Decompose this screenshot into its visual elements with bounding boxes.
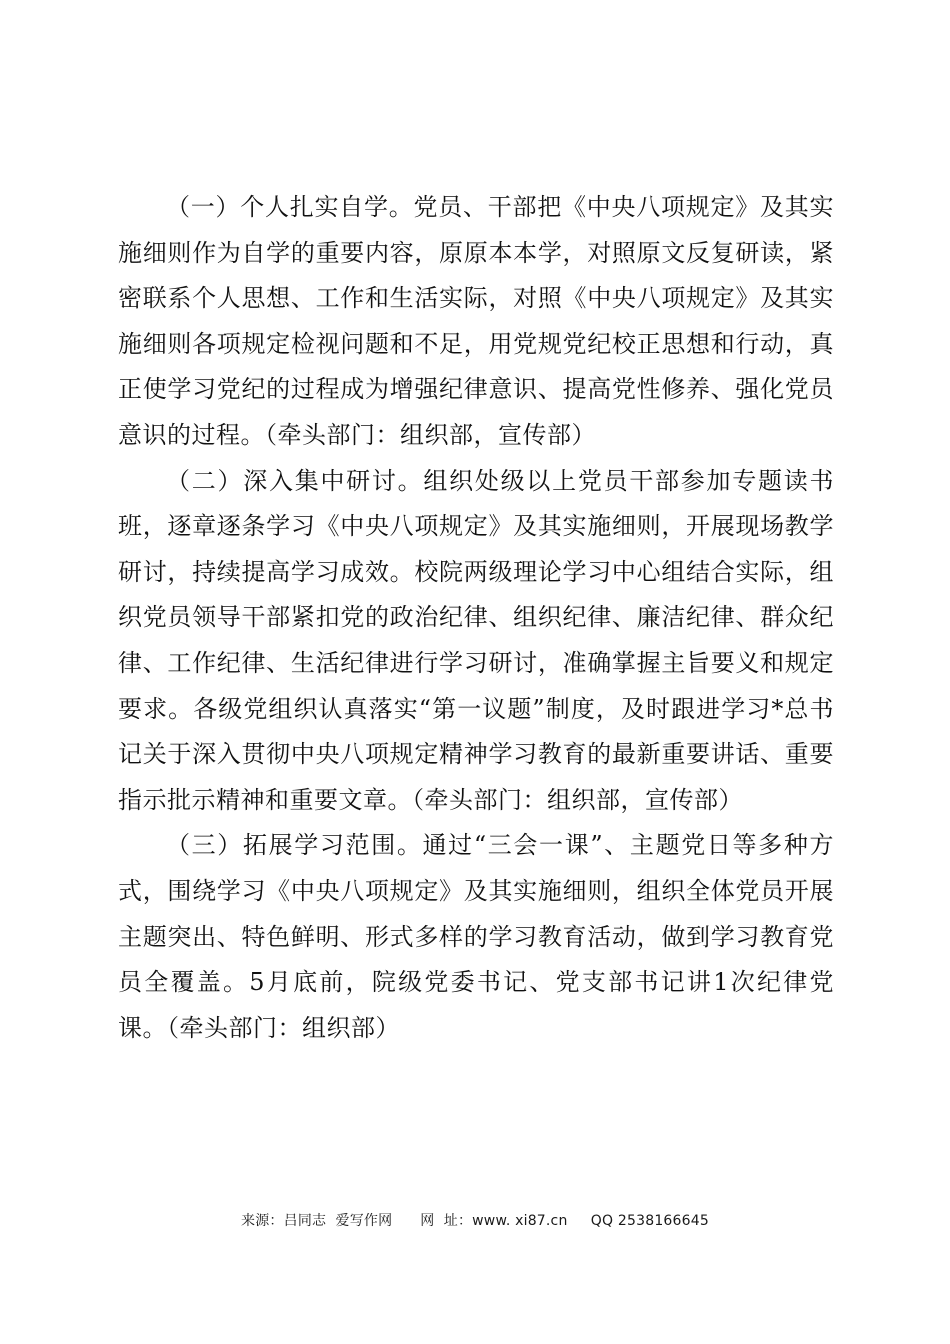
page-footer <box>0 1210 950 1230</box>
paragraph-group-discussion: （二）深入集中研讨。组织处级以上党员干部参加专题读书班，逐章逐条学习《中央八项规定》及其实施细则，开展现场教学研讨，持续提高学习成效。校院两级理论学习中心组结合实际，组织党员领导干部紧扣党的政治纪律、组织纪律、廉洁纪律、群众纪律、工作纪律、生活纪律进行学习研讨，准确掌握主旨要义和规定要求。各级党组织认真落实“第一议题”制度，及时跟进学习*总书记关于深入贯彻中央八项规定精神学习教育的最新重要讲话、重要指示批示精神和重要文章。（牵头部门：组织部，宣传部） <box>118 466 834 814</box>
footer-website: 网 址：www. xi87.cn <box>420 1213 568 1229</box>
paragraph-personal-study: （一）个人扎实自学。党员、干部把《中央八项规定》及其实施细则作为自学的重要内容，原原本本学，对照原文反复研读，紧密联系个人思想、工作和生活实际，对照《中央八项规定》及其实施细则各项规定检视问题和不足，用党规党纪校正思想和行动，真正使学习党纪的过程成为增强纪律意识、提高党性修养、强化党员意识的过程。（牵头部门：组织部，宣传部） <box>118 193 834 449</box>
footer-qq: QQ 2538166645 <box>590 1213 709 1229</box>
paragraph-expand-scope: （三）拓展学习范围。通过“三会一课”、主题党日等多种方式，围绕学习《中央八项规定》及其实施细则，组织全体党员开展主题突出、特色鲜明、形式多样的学习教育活动，做到学习教育党员全覆盖。5月底前，院级党委书记、党支部书记讲1次纪律党课。（牵头部门：组织部） <box>118 831 834 1042</box>
document-body <box>118 185 834 1051</box>
footer-source: 来源：吕同志 爱写作网 <box>241 1213 393 1229</box>
